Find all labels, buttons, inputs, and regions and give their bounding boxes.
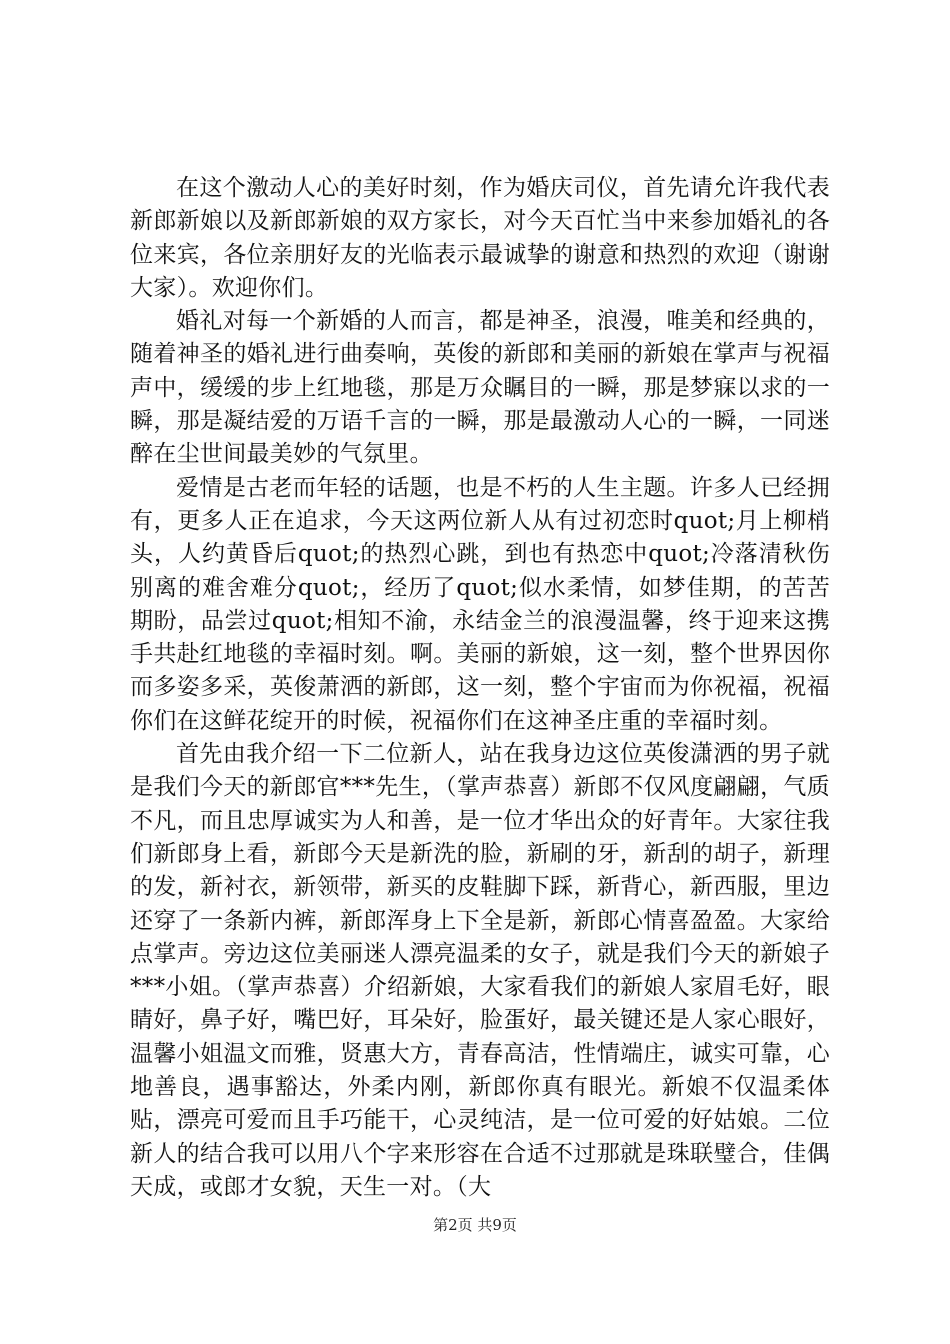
paragraph-3: 爱情是古老而年轻的话题，也是不朽的人生主题。许多人已经拥有，更多人正在追求，今天这两位新人从有过初恋时quot;月上柳梢头，人约黄昏后quot;的热烈心跳，到也有热恋中quot;冷落清秋伤别离的难舍难分quot;，经历了quot;似水柔情，如梦佳期，的苦苦期盼，品尝过quot;相知不渝，永结金兰的浪漫温馨，终于迎来这携手共赴红地毯的幸福时刻。啊。美丽的新娘，这一刻，整个世界因你而多姿多采，英俊萧洒的新郎，这一刻，整个宇宙而为你祝福，祝福你们在这鲜花绽开的时候，祝福你们在这神圣庄重的幸福时刻。 <box>130 474 830 734</box>
page-number-footer: 第2页 共9页 <box>433 1216 517 1234</box>
paragraph-1: 在这个激动人心的美好时刻，作为婚庆司仪，首先请允许我代表新郎新娘以及新郎新娘的双方家长，对今天百忙当中来参加婚礼的各位来宾，各位亲朋好友的光临表示最诚挚的谢意和热烈的欢迎（谢谢大家）。欢迎你们。 <box>130 175 830 301</box>
document-body <box>130 172 830 1204</box>
paragraph-4: 首先由我介绍一下二位新人，站在我身边这位英俊潇洒的男子就是我们今天的新郎官***先生，（掌声恭喜）新郎不仅风度翩翩，气质不凡，而且忠厚诚实为人和善，是一位才华出众的好青年。大家往我们新郎身上看，新郎今天是新洗的脸，新刷的牙，新刮的胡子，新理的发，新衬衣，新领带，新买的皮鞋脚下踩，新背心，新西服，里边还穿了一条新内裤，新郎浑身上下全是新，新郎心情喜盈盈。大家给点掌声。旁边这位美丽迷人漂亮温柔的女子，就是我们今天的新娘子***小姐。（掌声恭喜）介绍新娘，大家看我们的新娘人家眉毛好，眼睛好，鼻子好，嘴巴好，耳朵好，脸蛋好，最关键还是人家心眼好，温馨小姐温文而雅，贤惠大方，青春高洁，性情端庄，诚实可靠，心地善良，遇事豁达，外柔内刚，新郎你真有眼光。新娘不仅温柔体贴，漂亮可爱而且手巧能干，心灵纯洁，是一位可爱的好姑娘。二位新人的结合我可以用八个字来形容在合适不过那就是珠联璧合，佳偶天成，或郎才女貌，天生一对。（大 <box>130 741 830 1200</box>
paragraph-2: 婚礼对每一个新婚的人而言，都是神圣，浪漫，唯美和经典的，随着神圣的婚礼进行曲奏响，英俊的新郎和美丽的新娘在掌声与祝福声中，缓缓的步上红地毯，那是万众瞩目的一瞬，那是梦寐以求的一瞬，那是凝结爱的万语千言的一瞬，那是最激动人心的一瞬，一同迷醉在尘世间最美妙的气氛里。 <box>130 308 830 468</box>
